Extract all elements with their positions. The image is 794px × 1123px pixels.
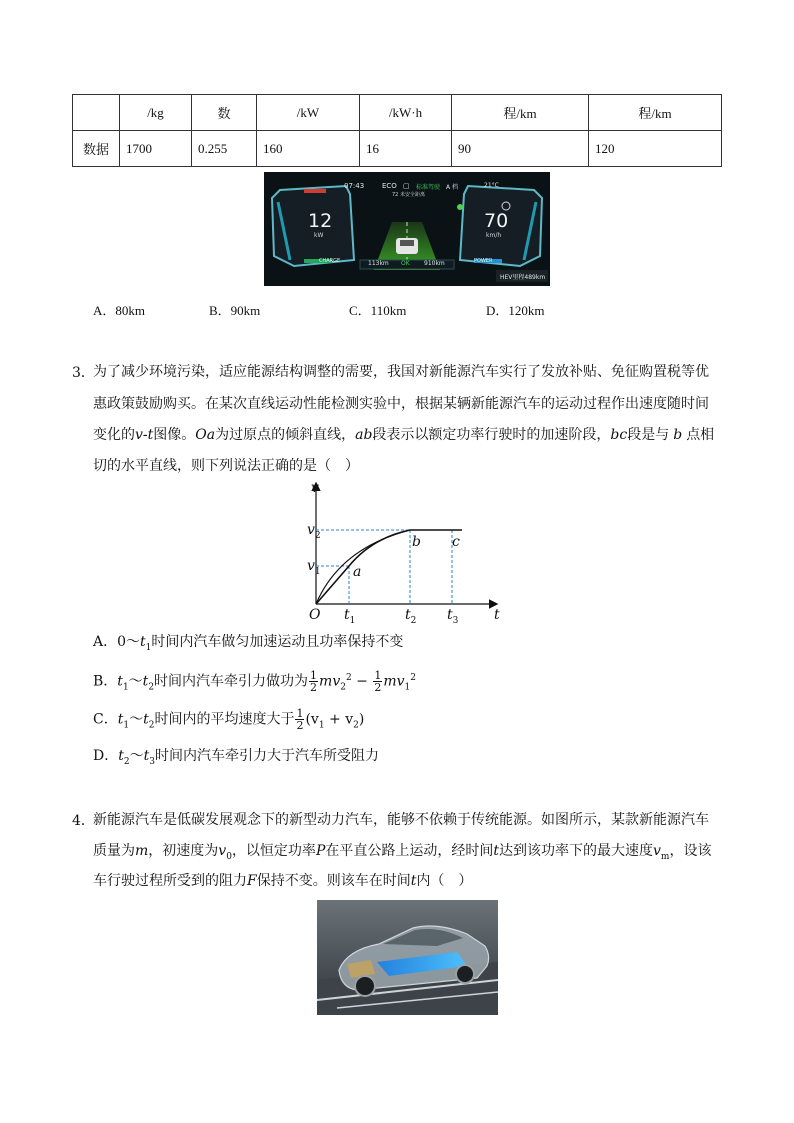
sub: 1 bbox=[123, 720, 130, 731]
dash-power-label: POWER bbox=[474, 258, 493, 264]
dash-speed-unit: km/h bbox=[486, 232, 502, 239]
table-cell: 1700 bbox=[120, 131, 192, 167]
q3-line-1: 为了减少环境污染，适应能源结构调整的需要，我国对新能源汽车实行了发放补贴、免征购置税等优 bbox=[93, 364, 709, 380]
text: 内（ ） bbox=[416, 873, 473, 889]
oa-label: Oa bbox=[195, 427, 216, 443]
sub: 2 bbox=[148, 720, 155, 731]
dash-charge-label: CHARGE bbox=[319, 258, 341, 264]
sub: 1 bbox=[122, 682, 129, 693]
text: 图像。 bbox=[153, 427, 196, 443]
text: 时间内汽车做匀加速运动且功率保持不变 bbox=[151, 634, 404, 650]
text: ～ bbox=[129, 748, 144, 764]
v: v bbox=[218, 843, 227, 859]
dashboard-photo bbox=[264, 172, 550, 286]
t: t bbox=[344, 607, 350, 623]
dash-ok: OK bbox=[401, 260, 410, 267]
v: v bbox=[307, 522, 315, 538]
table-header-cell: 程/km bbox=[589, 95, 722, 131]
q4-line-1: 新能源汽车是低碳发展观念下的新型动力汽车，能够不依赖于传统能源。如图所示，某款新能源汽车 bbox=[93, 812, 709, 828]
table-cell: 120 bbox=[589, 131, 722, 167]
num: 1 bbox=[310, 669, 318, 683]
text: 段表示以额定功率行驶时的加速阶段， bbox=[372, 427, 611, 443]
ab-label: ab bbox=[355, 427, 373, 443]
text: 时间内汽车牵引力做功为 bbox=[154, 673, 309, 690]
sub: 3 bbox=[452, 615, 459, 626]
bc-label: bc bbox=[610, 427, 628, 443]
q4-line-2 bbox=[93, 841, 711, 867]
P: P bbox=[315, 843, 326, 859]
graph-v1-label bbox=[307, 556, 321, 582]
dash-speed-value: 70 bbox=[484, 210, 509, 232]
q3-line-3 bbox=[93, 425, 714, 445]
text: ～ bbox=[129, 711, 144, 728]
den: 2 bbox=[374, 681, 382, 695]
mv: mv bbox=[383, 673, 405, 690]
vt-label: v-t bbox=[135, 427, 154, 443]
dash-time: 07:43 bbox=[344, 182, 365, 190]
t: t bbox=[118, 748, 124, 764]
graph-a-label: a bbox=[353, 564, 362, 580]
dash-power-unit: kW bbox=[314, 232, 324, 239]
dash-distance: 72 米安全距离 bbox=[392, 192, 425, 198]
text: ～ bbox=[128, 673, 143, 690]
sub: 2 bbox=[410, 615, 417, 626]
t: t bbox=[405, 607, 411, 623]
q4-number: 4． bbox=[72, 813, 95, 829]
t: t bbox=[493, 843, 499, 859]
dash-power-value: 12 bbox=[308, 210, 333, 232]
dash-left-range: 113km bbox=[368, 260, 389, 267]
table-header-row bbox=[73, 95, 722, 131]
t: t bbox=[447, 607, 453, 623]
text: 变化的 bbox=[93, 427, 135, 443]
text: 时间内汽车牵引力大于汽车所受阻力 bbox=[154, 748, 379, 764]
q3-line-2: 惠政策鼓励购买。在某次直线运动性能检测实验中，根据某辆新能源汽车的运动过程作出速度随时间 bbox=[93, 396, 709, 412]
q3-option-b bbox=[93, 668, 416, 697]
sub: 0 bbox=[226, 851, 232, 862]
dash-gear-icon: ▢ bbox=[403, 182, 410, 190]
graph-t3-label bbox=[447, 605, 458, 631]
text: (v bbox=[305, 711, 319, 728]
q4-line-3 bbox=[93, 871, 472, 891]
table-header-cell: /kg bbox=[120, 95, 192, 131]
fraction bbox=[309, 670, 318, 693]
sub: m bbox=[660, 851, 670, 862]
table-cell: 160 bbox=[257, 131, 360, 167]
dash-mode: 标准驾驶 bbox=[416, 184, 441, 191]
text: 在平直公路上运动，经时间 bbox=[325, 843, 494, 859]
q3-option-c bbox=[93, 708, 364, 735]
F: F bbox=[247, 873, 257, 889]
t: t bbox=[142, 673, 149, 690]
t: t bbox=[143, 711, 149, 728]
dash-temp: 21°C bbox=[484, 182, 499, 189]
text: + v bbox=[324, 711, 354, 728]
m: m bbox=[135, 843, 149, 859]
v: v bbox=[653, 843, 661, 859]
q2-option-b: B．90km bbox=[209, 303, 261, 318]
car-illustration bbox=[317, 900, 498, 1015]
oa-segment bbox=[316, 566, 349, 604]
q3-number: 3． bbox=[72, 365, 95, 381]
text: 点相 bbox=[686, 427, 715, 443]
q2-option-d: D．120km bbox=[486, 303, 545, 318]
mv: mv bbox=[319, 673, 341, 690]
q3-line-4: 切的水平直线，则下列说法正确的是（ ） bbox=[93, 458, 359, 474]
table-cell: 0.255 bbox=[192, 131, 257, 167]
b-label: b bbox=[673, 427, 683, 443]
sub: 1 bbox=[145, 642, 152, 653]
sub: 2 bbox=[314, 530, 321, 541]
text: 车行驶过程所受到的阻力 bbox=[93, 873, 247, 889]
table-header-cell: 数 bbox=[192, 95, 257, 131]
table-cell: 数据 bbox=[73, 131, 120, 167]
q3-option-a bbox=[93, 632, 403, 658]
num: 1 bbox=[374, 669, 382, 683]
sub: 2 bbox=[353, 720, 359, 731]
text: C． bbox=[93, 711, 118, 728]
ab-curve bbox=[349, 530, 410, 566]
text: 段是与 bbox=[627, 427, 670, 443]
v: v bbox=[307, 558, 315, 574]
sub: 1 bbox=[349, 615, 356, 626]
sub: 2 bbox=[123, 756, 130, 767]
dash-right-range: 910km bbox=[424, 260, 445, 267]
graph-t-label: t bbox=[494, 607, 500, 623]
t: t bbox=[117, 711, 124, 728]
fraction bbox=[295, 708, 304, 731]
car-photo bbox=[317, 900, 498, 1015]
t: t bbox=[143, 748, 150, 764]
t: t bbox=[117, 673, 123, 690]
text: ) bbox=[358, 711, 365, 728]
text: D． bbox=[93, 748, 119, 764]
text: − bbox=[351, 673, 373, 690]
tangent-curve bbox=[316, 530, 410, 604]
table-row bbox=[73, 131, 722, 167]
vt-graph bbox=[300, 476, 510, 626]
text: ，初速度为 bbox=[148, 843, 219, 859]
graph-t1-label bbox=[344, 605, 355, 631]
graph-b-label: b bbox=[412, 534, 421, 550]
text: ，设该 bbox=[669, 843, 712, 859]
sub: 2 bbox=[340, 682, 346, 693]
num: 1 bbox=[296, 707, 304, 720]
text: B． bbox=[93, 673, 118, 690]
t: t bbox=[410, 873, 417, 889]
graph-t2-label bbox=[405, 605, 416, 631]
graph-v-label: v bbox=[311, 480, 319, 496]
den: 2 bbox=[296, 719, 304, 732]
text: 时间内的平均速度大于 bbox=[154, 711, 295, 728]
table-cell: 90 bbox=[452, 131, 589, 167]
table-header-cell: /kW·h bbox=[360, 95, 452, 131]
graph-origin-label: O bbox=[309, 607, 321, 623]
text: 为过原点的倾斜直线， bbox=[215, 427, 356, 443]
text: 保持不变。则该车在时间 bbox=[256, 873, 411, 889]
q3-option-d bbox=[93, 746, 379, 772]
q2-option-a: A．80km bbox=[93, 303, 146, 318]
table-header-cell bbox=[73, 95, 120, 131]
q2-option-c: C．110km bbox=[349, 303, 407, 318]
text: ，以恒定功率 bbox=[231, 843, 316, 859]
den: 2 bbox=[310, 681, 318, 695]
table-header-cell: 程/km bbox=[452, 95, 589, 131]
text: A．0～ bbox=[93, 634, 141, 650]
sup: 2 bbox=[345, 673, 352, 683]
sub: 1 bbox=[314, 566, 321, 577]
dash-hev: HEV里程489km bbox=[500, 274, 546, 281]
dash-eco: ECO bbox=[382, 182, 397, 190]
sub: 3 bbox=[149, 756, 155, 767]
table-cell: 16 bbox=[360, 131, 452, 167]
text: 达到该功率下的最大速度 bbox=[499, 843, 653, 859]
spec-table bbox=[72, 94, 722, 167]
sub: 1 bbox=[318, 720, 325, 731]
sub: 1 bbox=[404, 682, 411, 693]
graph-v2-label bbox=[307, 520, 321, 546]
table-header-cell: /kW bbox=[257, 95, 360, 131]
t: t bbox=[140, 634, 146, 650]
text: 质量为 bbox=[93, 843, 135, 859]
dash-mode2: A 档 bbox=[446, 184, 459, 191]
sup: 2 bbox=[410, 673, 416, 683]
fraction bbox=[373, 670, 382, 693]
sub: 2 bbox=[148, 682, 155, 693]
graph-c-label: c bbox=[452, 534, 460, 550]
